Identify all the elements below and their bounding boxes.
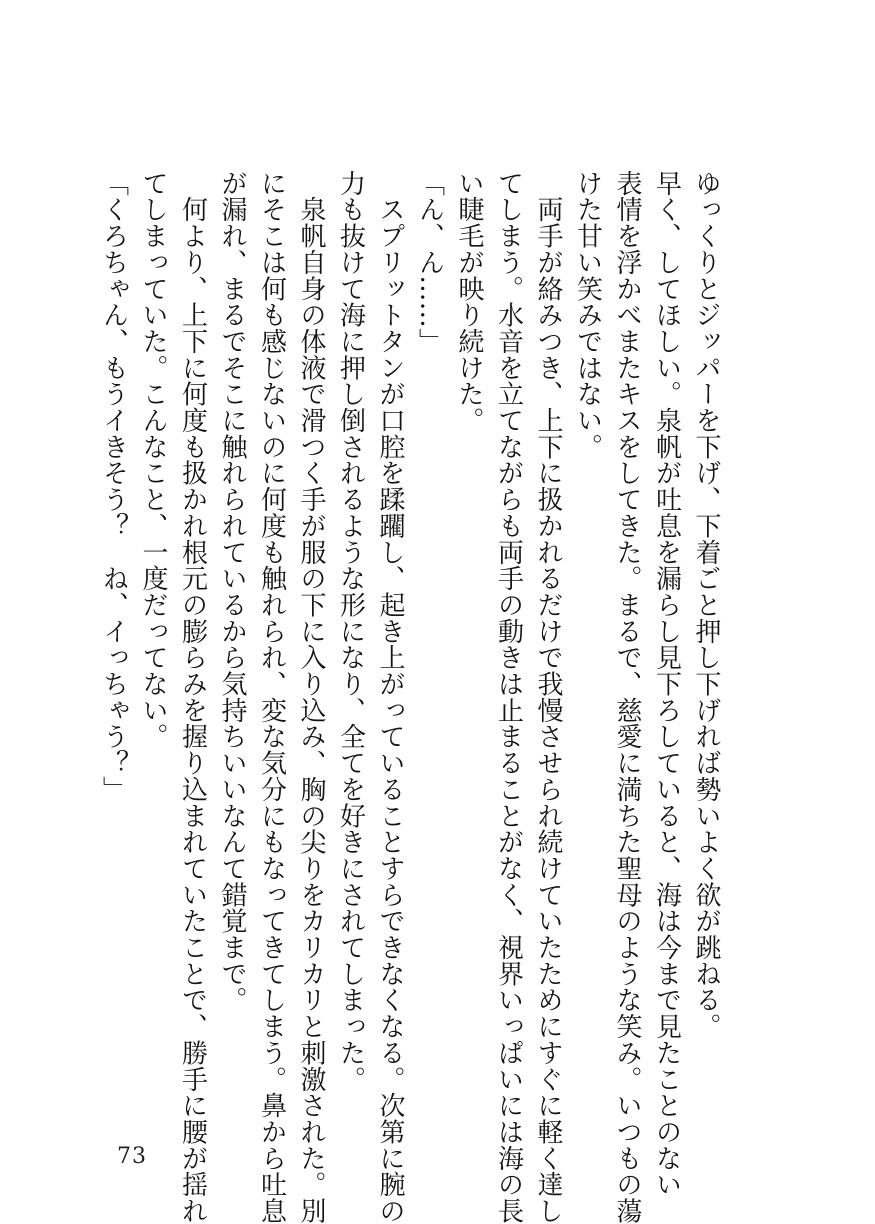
text-line: 表情を浮かべまたキスをしてきた。まるで、慈愛に満ちた聖母のような笑み。いつもの蕩 [612, 170, 642, 1224]
text-line: てしまっていた。こんなこと、一度だってない。 [138, 170, 168, 750]
text-line: にそこは何も感じないのに何度も触れられ、変な気分にもなってきてしまう。鼻から吐息 [256, 170, 287, 1224]
text-line: けた甘い笑みではない。 [572, 170, 603, 460]
text-line: い睫毛が映り続けた。 [454, 170, 484, 434]
text-line: 何より、上下に何度も扱かれ根元の膨らみを握り込まれていたことで、勝手に腰が揺れ [177, 170, 208, 1224]
text-line: ゆっくりとジッパーを下げ、下着ごと押し下げれば勢いよく欲が跳ねる。 [691, 170, 721, 1040]
text-line: 両手が絡みつき、上下に扱かれるだけで我慢させられ続けていたためにすぐに軽く達し [533, 170, 563, 1224]
text-line: てしまう。水音を立てながらも両手の動きは止まることがなく、視界いっぱいには海の長 [493, 170, 524, 1224]
text-line: 力も抜けて海に押し倒されるような形になり、全てを好きにされてしまった。 [335, 170, 366, 1093]
text-line: 泉帆自身の体液で滑つく手が服の下に入り込み、胸の尖りをカリカリと刺激された。別 [296, 170, 326, 1224]
text-line: 「くろちゃん、もうイきそう？ ね、イっちゃう？」 [98, 170, 129, 803]
page-number: 73 [117, 1144, 147, 1169]
text-line: 「ん、ん……」 [414, 170, 445, 355]
text-line: が漏れ、まるでそこに触れられているから気持ちいいなんて錯覚まで。 [217, 170, 247, 1014]
text-line: スプリットタンが口腔を蹂躙し、起き上がっていることすらできなくなる。次第に腕の [375, 170, 405, 1224]
text-line: 早く、してほしい。泉帆が吐息を漏らし見下ろしていると、海は今まで見たことのない [651, 170, 682, 1198]
